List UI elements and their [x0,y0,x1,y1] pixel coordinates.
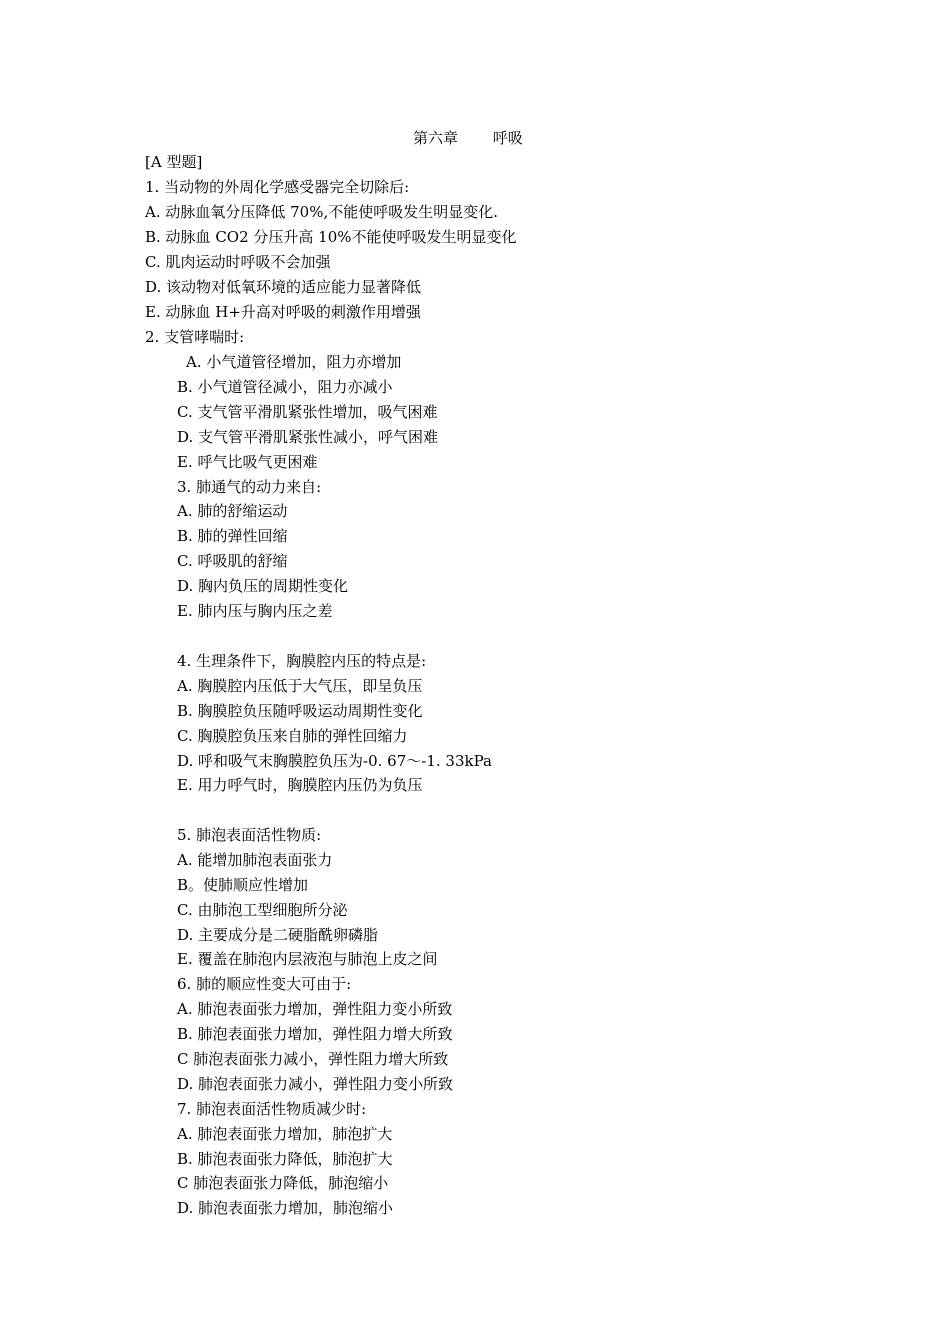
section-label: [A 型题] [145,153,203,171]
option-1b: B. 动脉血 CO2 分压升高 10%不能使呼吸发生明显变化 [145,228,517,246]
option-6c: C 肺泡表面张力减小，弹性阻力增大所致 [177,1050,449,1068]
option-2d: D. 支气管平滑肌紧张性减小，呼气困难 [177,428,439,446]
option-3a: A. 肺的舒缩运动 [177,502,288,520]
option-7a: A. 肺泡表面张力增加，肺泡扩大 [177,1125,393,1143]
option-1d: D. 该动物对低氧环境的适应能力显著降低 [145,278,422,296]
option-6a: A. 肺泡表面张力增加，弹性阻力变小所致 [177,1000,453,1018]
option-3b: B. 肺的弹性回缩 [177,527,288,545]
option-2e: E. 呼气比吸气更困难 [177,453,318,471]
option-4c: C. 胸膜腔负压来自肺的弹性回缩力 [177,727,408,745]
chapter-title: 第六章 呼吸 [413,129,523,147]
option-2b: B. 小气道管径减小，阻力亦减小 [177,378,393,396]
option-7c: C 肺泡表面张力降低，肺泡缩小 [177,1174,389,1192]
question-2: 2. 支管哮喘时: [145,328,245,346]
option-5c: C. 由肺泡工型细胞所分泌 [177,901,348,919]
option-2c: C. 支气管平滑肌紧张性增加，吸气困难 [177,403,438,421]
option-1e: E. 动脉血 H+升高对呼吸的刺激作用增强 [145,303,421,321]
option-3d: D. 胸内负压的周期性变化 [177,577,349,595]
question-6: 6. 肺的顺应性变大可由于: [177,975,352,993]
option-4e: E. 用力呼气时，胸膜腔内压仍为负压 [177,776,423,794]
option-1a: A. 动脉血氧分压降低 70%,不能使呼吸发生明显变化. [145,203,499,221]
option-5d: D. 主要成分是二硬脂酰卵磷脂 [177,926,379,944]
option-5a: A. 能增加肺泡表面张力 [177,851,333,869]
question-1: 1. 当动物的外周化学感受器完全切除后: [145,178,410,196]
question-4: 4. 生理条件下，胸膜腔内压的特点是: [177,652,427,670]
option-6d: D. 肺泡表面张力减小，弹性阻力变小所致 [177,1075,454,1093]
option-5e: E. 覆盖在肺泡内层液泡与肺泡上皮之间 [177,950,438,968]
option-7b: B. 肺泡表面张力降低，肺泡扩大 [177,1150,393,1168]
option-2a: A. 小气道管径增加，阻力亦增加 [186,353,402,371]
question-5: 5. 肺泡表面活性物质: [177,826,322,844]
option-7d: D. 肺泡表面张力增加，肺泡缩小 [177,1199,394,1217]
option-4b: B. 胸膜腔负压随呼吸运动周期性变化 [177,702,423,720]
option-5b: B。使肺顺应性增加 [177,876,309,894]
question-7: 7. 肺泡表面活性物质减少时: [177,1100,367,1118]
option-3e: E. 肺内压与胸内压之差 [177,602,333,620]
question-3: 3. 肺通气的动力来自: [177,478,322,496]
option-3c: C. 呼吸肌的舒缩 [177,552,288,570]
option-6b: B. 肺泡表面张力增加，弹性阻力增大所致 [177,1025,453,1043]
option-4d: D. 呼和吸气末胸膜腔负压为-0. 67～-1. 33kPa [177,752,492,770]
option-1c: C. 肌肉运动时呼吸不会加强 [145,253,331,271]
option-4a: A. 胸膜腔内压低于大气压，即呈负压 [177,677,423,695]
